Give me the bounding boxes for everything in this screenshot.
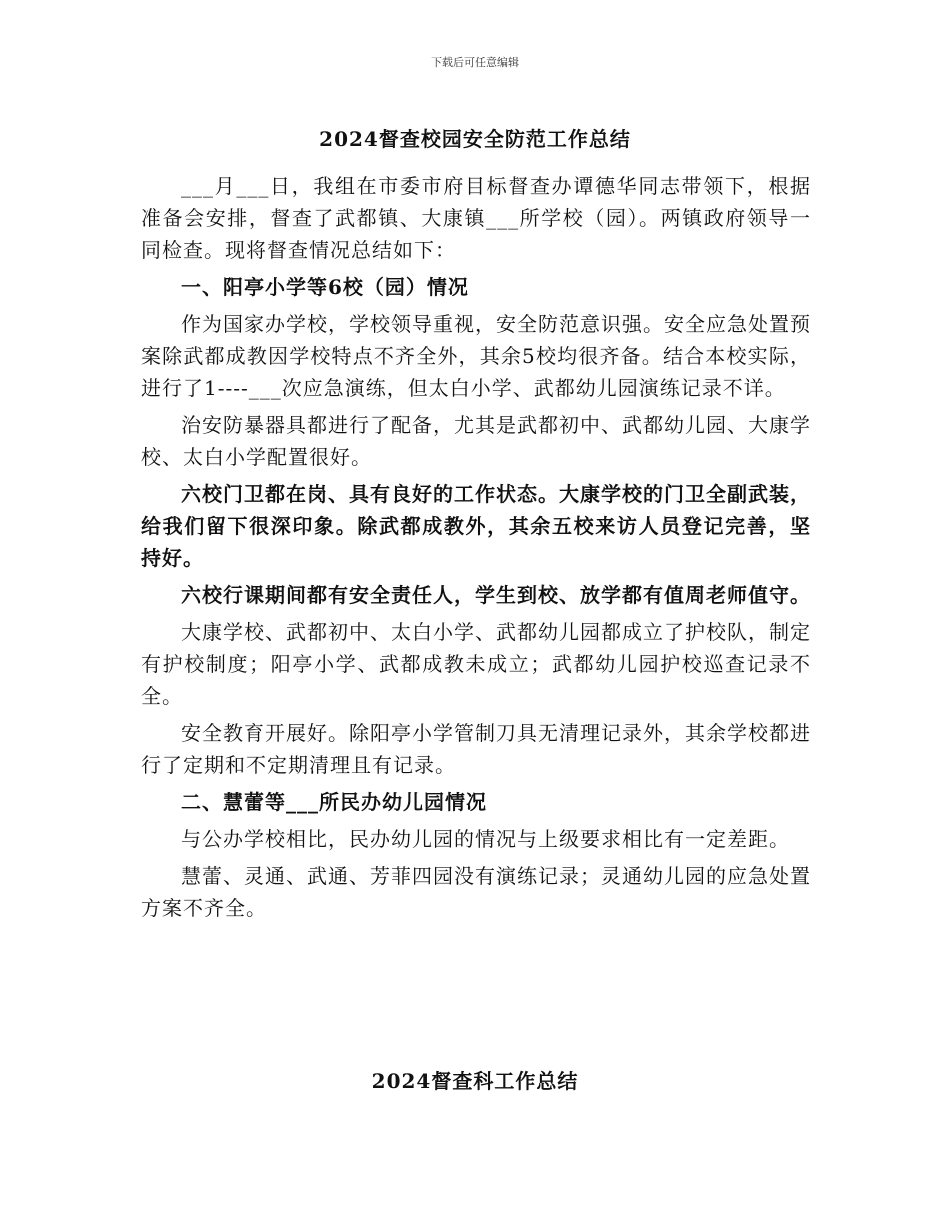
section-1-paragraph-3: 六校门卫都在岗、具有良好的工作状态。大康学校的门卫全副武装，给我们留下很深印象。除武都成教外，其余五校来访人员登记完善，坚持好。 — [141, 482, 811, 570]
section-1-paragraph-4: 六校行课期间都有安全责任人，学生到校、放学都有值周老师值守。 — [181, 583, 811, 607]
section-1-heading: 一、阳亭小学等6校（园）情况 — [181, 275, 469, 299]
intro-paragraph: ___月___日，我组在市委市府目标督查办谭德华同志带领下，根据准备会安排，督查了武都镇、大康镇___所学校（园）。两镇政府领导一同检查。现将督查情况总结如下： — [141, 174, 811, 262]
page-header-note: 下载后可任意编辑 — [431, 56, 519, 69]
next-document-title: 2024督查科工作总结 — [371, 1069, 579, 1093]
section-1-paragraph-2: 治安防暴器具都进行了配备，尤其是武都初中、武都幼儿园、大康学校、太白小学配置很好。 — [141, 413, 811, 469]
document-body — [141, 170, 811, 929]
section-1-paragraph-6: 安全教育开展好。除阳亭小学管制刀具无清理记录外，其余学校都进行了定期和不定期清理且有记录。 — [141, 721, 811, 777]
section-1-paragraph-5: 大康学校、武都初中、太白小学、武都幼儿园都成立了护校队，制定有护校制度；阳亭小学、武都成教未成立；武都幼儿园护校巡查记录不全。 — [141, 620, 811, 708]
section-2-heading: 二、慧蕾等___所民办幼儿园情况 — [181, 790, 487, 814]
document-title: 2024督查校园安全防范工作总结 — [319, 127, 631, 151]
section-2-paragraph-1: 与公办学校相比，民办幼儿园的情况与上级要求相比有一定差距。 — [181, 827, 790, 851]
section-2-paragraph-2: 慧蕾、灵通、武通、芳菲四园没有演练记录；灵通幼儿园的应急处置方案不齐全。 — [141, 864, 811, 920]
section-1-paragraph-1: 作为国家办学校，学校领导重视，安全防范意识强。安全应急处置预案除武都成教因学校特点不齐全外，其余5校均很齐备。结合本校实际，进行了1----___次应急演练，但太白小学、武都幼儿园演练记录不详。 — [141, 312, 811, 400]
